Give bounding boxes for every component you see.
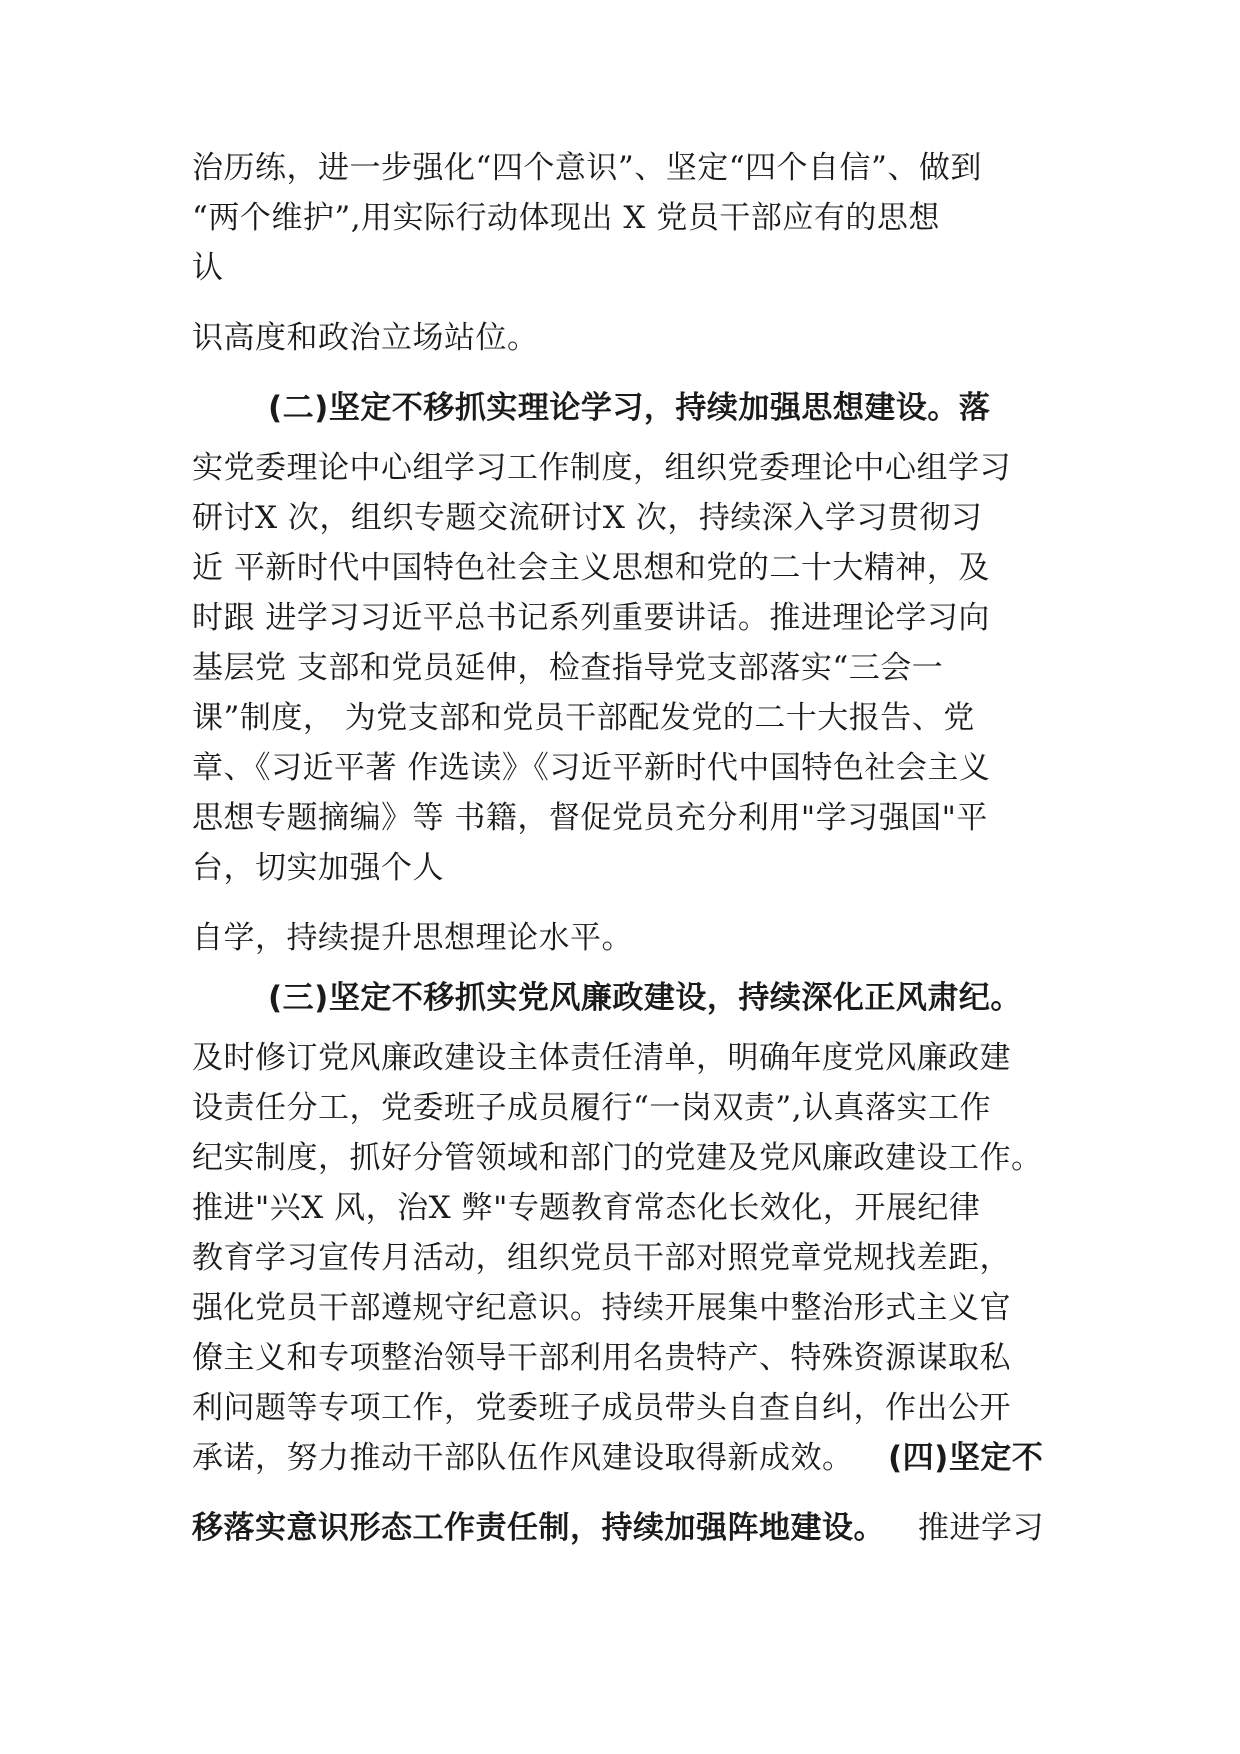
text-line: 推进学习 xyxy=(918,1510,1044,1546)
section-heading: (三)坚定不移抓实党风廉政建设，持续深化正风肃纪。 xyxy=(268,980,1022,1016)
text-line: 及时修订党风廉政建设主体责任清单，明确年度党风廉政建 xyxy=(192,1040,1011,1076)
text-line: 研讨X 次，组织专题交流研讨X 次，持续深入学习贯彻习 xyxy=(192,500,983,536)
text-line: 思想专题摘编》等 书籍，督促党员充分利用"学习强国"平 xyxy=(192,800,988,836)
text-line: 利问题等专项工作，党委班子成员带头自查自纠，作出公开 xyxy=(192,1390,1011,1426)
text-line: 治历练，进一步强化“四个意识”、坚定“四个自信”、做到 xyxy=(192,150,982,186)
text-line: 近 平新时代中国特色社会主义思想和党的二十大精神，及 xyxy=(192,550,990,586)
text-line: 章、《习近平著 作选读》《习近平新时代中国特色社会主义 xyxy=(192,750,991,786)
text-line: 纪实制度，抓好分管领域和部门的党建及党风廉政建设工作。 xyxy=(192,1140,1043,1176)
text-line: 教育学习宣传月活动，组织党员干部对照党章党规找差距， xyxy=(192,1240,1011,1276)
text-line: 僚主义和专项整治领导干部利用名贵特产、特殊资源谋取私 xyxy=(192,1340,1011,1376)
section-heading: (二)坚定不移抓实理论学习，持续加强思想建设。落 xyxy=(268,390,991,426)
text-line: “两个维护”,用实际行动体现出 X 党员干部应有的思想 xyxy=(192,200,940,236)
text-line: 课”制度， 为党支部和党员干部配发党的二十大报告、党 xyxy=(192,700,975,736)
section-heading: (四)坚定不 xyxy=(888,1440,1044,1476)
text-line: 强化党员干部遵规守纪意识。持续开展集中整治形式主义官 xyxy=(192,1290,1011,1326)
text-line: 基层党 支部和党员延伸，检查指导党支部落实“三会一 xyxy=(192,650,944,686)
text-line: 认 xyxy=(192,250,224,286)
text-line: 识高度和政治立场站位。 xyxy=(192,320,539,356)
section-heading: 移落实意识形态工作责任制，持续加强阵地建设。 xyxy=(192,1510,885,1546)
text-line: 承诺，努力推动干部队伍作风建设取得新成效。 xyxy=(192,1440,854,1476)
text-line: 设责任分工，党委班子成员履行“一岗双责”,认真落实工作 xyxy=(192,1090,992,1126)
text-line: 实党委理论中心组学习工作制度，组织党委理论中心组学习 xyxy=(192,450,1011,486)
text-line: 时跟 进学习习近平总书记系列重要讲话。推进理论学习向 xyxy=(192,600,990,636)
text-line: 推进"兴X 风，治X 弊"专题教育常态化长效化，开展纪律 xyxy=(192,1190,981,1226)
text-line: 自学，持续提升思想理论水平。 xyxy=(192,920,633,956)
text-line: 台，切实加强个人 xyxy=(192,850,444,886)
